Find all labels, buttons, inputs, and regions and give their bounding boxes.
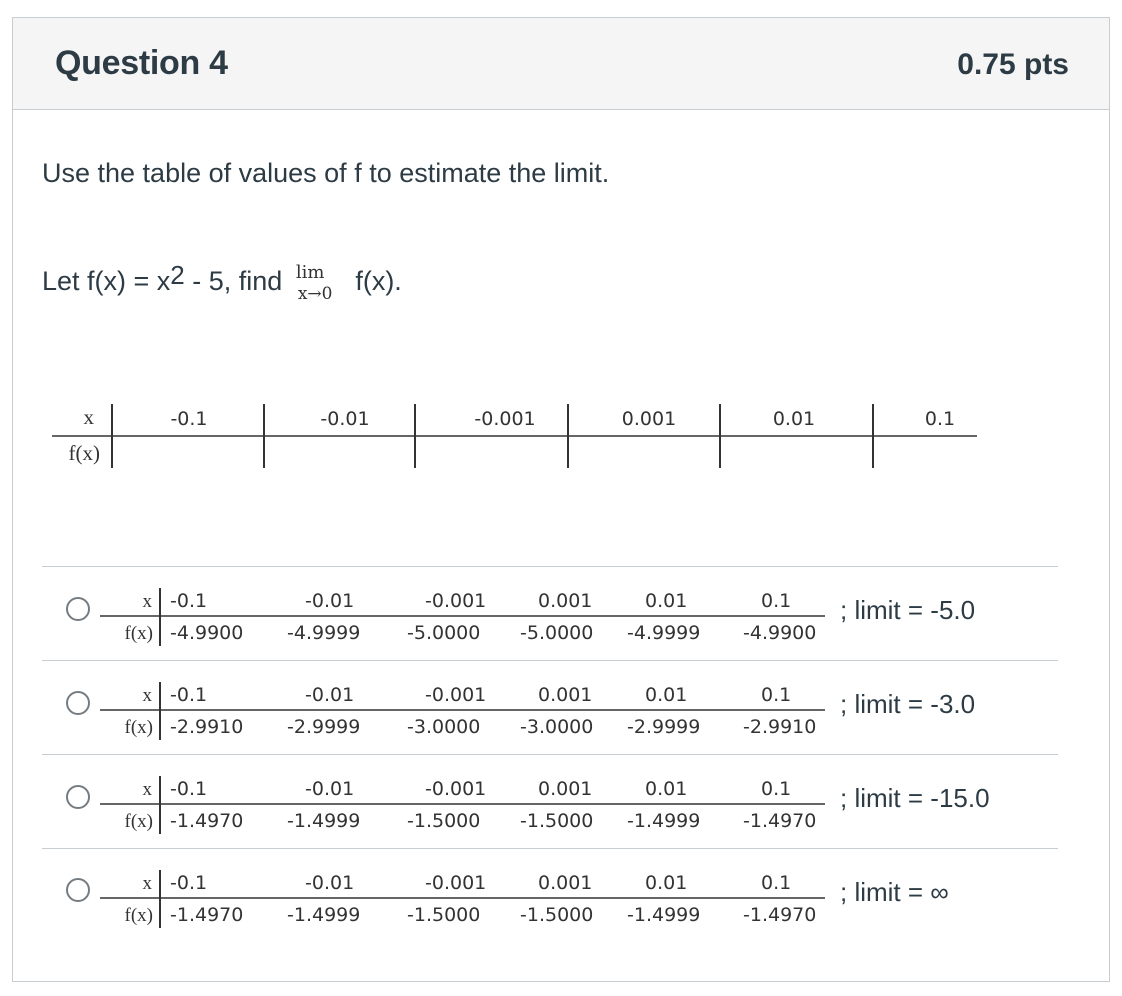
table-x-value: 0.01 [772, 408, 816, 430]
table-x-value: -0.1 [170, 684, 208, 706]
table-x-value: -0.01 [320, 408, 370, 430]
question-prompt [42, 260, 402, 304]
table-x-label: x [142, 591, 152, 612]
option-limit-text: ; limit = -5.0 [840, 595, 976, 625]
empty-value-table [52, 398, 992, 472]
question-points: 0.75 pts [957, 48, 1069, 81]
table-x-value: -0.1 [170, 872, 208, 894]
table-fx-value: -5.0000 [407, 622, 481, 644]
table-fx-value: -4.9999 [287, 622, 361, 644]
table-fx-label: f(x) [124, 717, 153, 738]
option-value-table [100, 678, 830, 740]
radio-button[interactable] [66, 878, 90, 902]
prompt-suffix: f(x). [355, 266, 402, 296]
table-x-value: -0.001 [474, 408, 536, 430]
table-fx-value: -4.9900 [170, 622, 244, 644]
table-fx-value: -1.4999 [287, 904, 361, 926]
table-fx-value: -1.4970 [743, 810, 817, 832]
table-fx-value: -2.9910 [743, 716, 817, 738]
table-fx-value: -1.5000 [520, 810, 594, 832]
table-fx-value: -2.9999 [287, 716, 361, 738]
table-fx-value: -1.4999 [287, 810, 361, 832]
option-value-table [100, 866, 830, 928]
question-header [13, 18, 1109, 110]
prompt-middle: - 5, find [184, 266, 290, 296]
table-fx-value: -3.0000 [407, 716, 481, 738]
divider [42, 848, 1058, 849]
table-x-label: x [83, 405, 94, 429]
table-x-value: 0.1 [761, 872, 792, 894]
table-x-value: -0.01 [305, 590, 355, 612]
table-x-value: -0.001 [425, 684, 487, 706]
table-fx-value: -3.0000 [520, 716, 594, 738]
table-fx-value: -5.0000 [520, 622, 594, 644]
table-x-value: 0.01 [645, 684, 688, 706]
table-fx-value: -4.9999 [627, 622, 701, 644]
table-x-value: 0.1 [761, 684, 792, 706]
table-x-value: -0.1 [170, 778, 208, 800]
question-title: Question 4 [55, 44, 228, 82]
table-x-value: -0.01 [305, 778, 355, 800]
divider [42, 754, 1058, 755]
limit-notation [290, 262, 348, 304]
prompt-exponent: 2 [170, 260, 185, 290]
table-fx-value: -1.4970 [170, 810, 244, 832]
table-fx-label: f(x) [124, 905, 153, 926]
table-x-value: 0.001 [538, 872, 593, 894]
table-x-value: 0.001 [621, 408, 677, 430]
table-fx-value: -1.5000 [520, 904, 594, 926]
radio-button[interactable] [66, 785, 90, 809]
radio-button[interactable] [66, 691, 90, 715]
table-x-value: -0.01 [305, 872, 355, 894]
table-fx-value: -1.4970 [743, 904, 817, 926]
option-limit-text: ; limit = ∞ [840, 877, 949, 907]
question-instruction: Use the table of values of f to estimate the limit. [42, 158, 610, 188]
table-x-value: 0.01 [645, 590, 688, 612]
table-x-value: 0.001 [538, 778, 593, 800]
table-fx-value: -1.4970 [170, 904, 244, 926]
option-limit-text: ; limit = -15.0 [840, 783, 990, 813]
lim-word: lim [295, 262, 325, 283]
option-value-table [100, 772, 830, 834]
divider [42, 566, 1058, 567]
table-x-label: x [142, 873, 152, 894]
table-x-label: x [142, 685, 152, 706]
table-x-value: 0.1 [924, 408, 956, 430]
prompt-prefix: Let f(x) = x [42, 266, 171, 296]
table-fx-label: f(x) [68, 441, 100, 465]
table-fx-value: -1.5000 [407, 904, 481, 926]
radio-button[interactable] [66, 597, 90, 621]
table-fx-value: -1.5000 [407, 810, 481, 832]
table-fx-value: -4.9900 [743, 622, 817, 644]
table-fx-value: -1.4999 [627, 810, 701, 832]
table-x-value: 0.001 [538, 590, 593, 612]
table-x-value: -0.1 [170, 590, 208, 612]
table-x-value: -0.001 [425, 778, 487, 800]
table-x-value: 0.01 [645, 872, 688, 894]
table-x-value: -0.001 [425, 872, 487, 894]
table-x-value: -0.01 [305, 684, 355, 706]
table-x-value: 0.01 [645, 778, 688, 800]
divider [42, 660, 1058, 661]
table-fx-value: -2.9910 [170, 716, 244, 738]
table-x-value: 0.1 [761, 590, 792, 612]
lim-subscript: x→0 [297, 284, 333, 304]
table-fx-label: f(x) [124, 623, 153, 644]
table-x-value: 0.001 [538, 684, 593, 706]
table-x-label: x [142, 779, 152, 800]
table-fx-value: -1.4999 [627, 904, 701, 926]
option-value-table [100, 584, 830, 646]
table-x-value: 0.1 [761, 778, 792, 800]
table-x-value: -0.001 [425, 590, 487, 612]
table-fx-value: -2.9999 [627, 716, 701, 738]
option-limit-text: ; limit = -3.0 [840, 689, 976, 719]
table-x-value: -0.1 [170, 408, 208, 430]
table-fx-label: f(x) [124, 811, 153, 832]
